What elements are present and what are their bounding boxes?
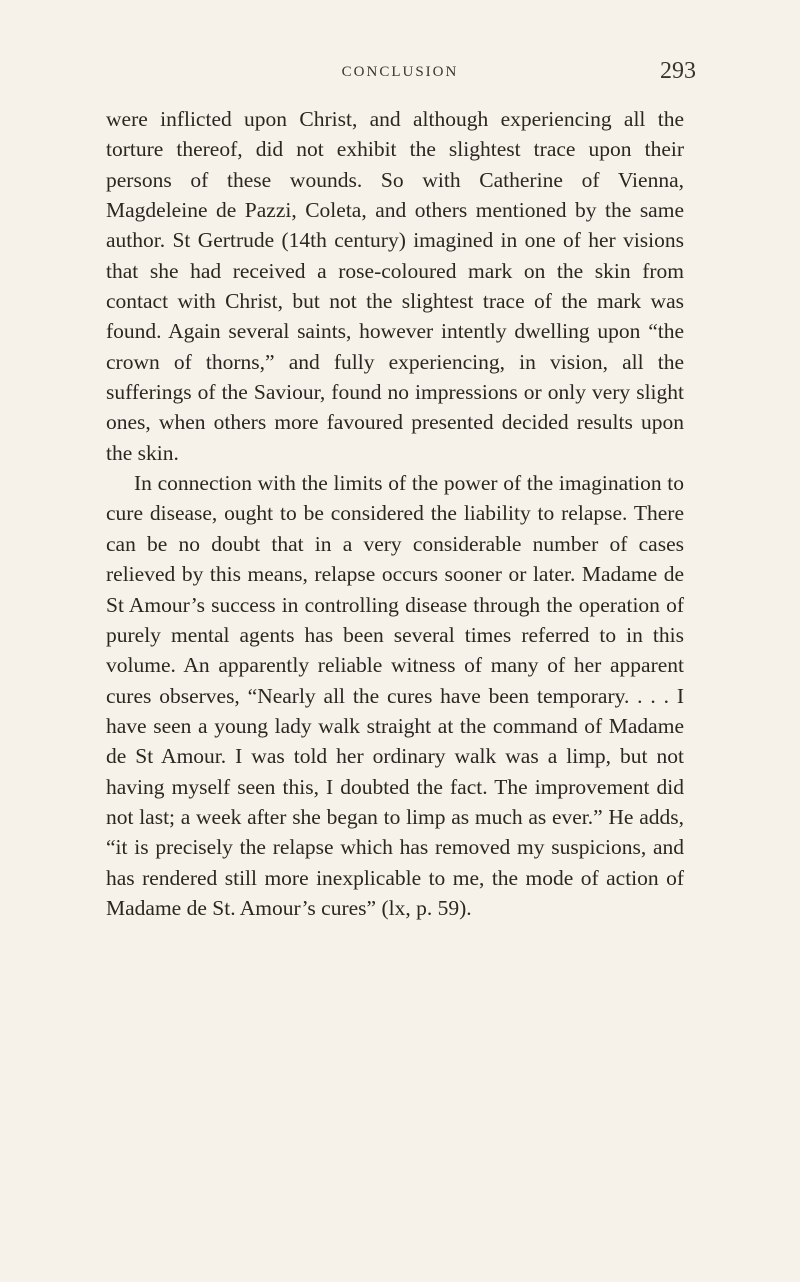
paragraph-2: In connection with the limits of the power of the imagination to cure disease, ought to be considered the liability to relapse. There can be no doubt that in a very considerable number of cases relieved by this means, relapse occurs sooner or later. Madame de St Amour’s success in controlling disease through the operation of purely mental agents has been several times referred to in this volume. An apparently reliable witness of many of her apparent cures observes, “Nearly all the cures have been temporary. . . . I have seen a young lady walk straight at the command of Madame de St Amour. I was told her ordinary walk was a limp, but not having myself seen this, I doubted the fact. The improvement did not last; a week after she began to limp as much as ever.” He adds, “it is precisely the relapse which has removed my suspicions, and has rendered still more inexplicable to me, the mode of action of Madame de St. Amour’s cures” (lx, p. 59). bbox=[106, 471, 684, 920]
paragraph-1: were inflicted upon Christ, and although experiencing all the torture thereof, did not exhibit the slightest trace upon their persons of these wounds. So with Catherine of Vienna, Magdeleine de Pazzi, Coleta, and others mentioned by the same author. St Gertrude (14th century) imagined in one of her visions that she had received a rose-coloured mark on the skin from contact with Christ, but not the slightest trace of the mark was found. Again several saints, however intently dwelling upon “the crown of thorns,” and fully experiencing, in vision, all the sufferings of the Saviour, found no impressions or only very slight ones, when others more favoured presented decided results upon the skin. bbox=[106, 107, 684, 465]
page-number: 293 bbox=[660, 58, 696, 84]
body-text bbox=[106, 104, 684, 923]
running-head: CONCLUSION bbox=[341, 64, 459, 80]
